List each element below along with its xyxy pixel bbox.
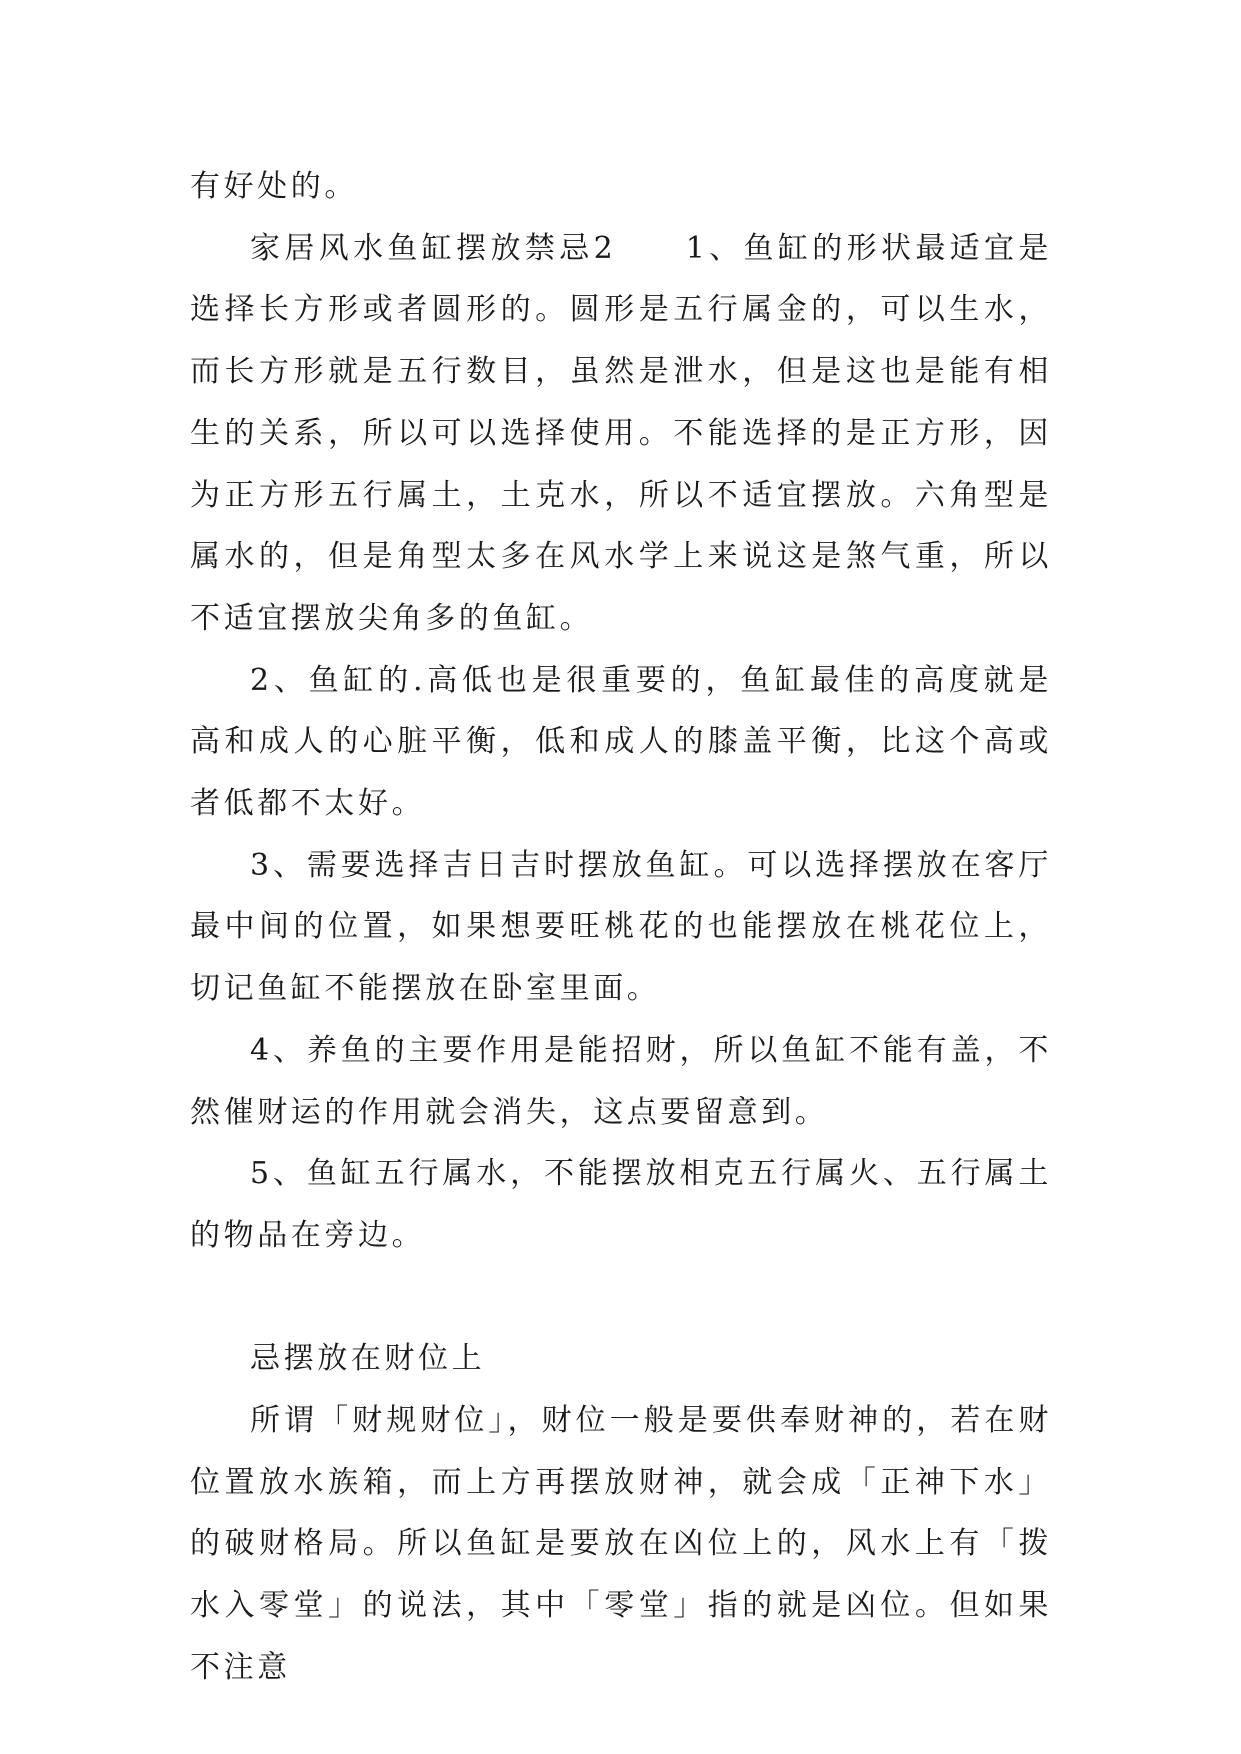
paragraph-no-lid: 4、养鱼的主要作用是能招财，所以鱼缸不能有盖，不然催财运的作用就会消失，这点要留意到。	[190, 1032, 1052, 1130]
paragraph-auspicious-day: 3、需要选择吉日吉时摆放鱼缸。可以选择摆放在客厅最中间的位置，如果想要旺桃花的也能摆放在桃花位上，切记鱼缸不能摆放在卧室里面。	[190, 847, 1052, 1007]
paragraph-taboo-section-shape: 家居风水鱼缸摆放禁忌2 1、鱼缸的形状最适宜是选择长方形或者圆形的。圆形是五行属金的，可以生水，而长方形就是五行数目，虽然是泄水，但是这也是能有相生的关系，所以可以选择使用。不能选择的是正方形，因为正方形五行属土，土克水，所以不适宜摆放。六角型是属水的，但是角型太多在风水学上来说这是煞气重，所以不适宜摆放尖角多的鱼缸。	[190, 230, 1052, 636]
paragraph-five-elements: 5、鱼缸五行属水，不能摆放相克五行属火、五行属土的物品在旁边。	[190, 1156, 1052, 1253]
blank-line	[190, 1267, 1052, 1329]
paragraph-height: 2、鱼缸的.高低也是很重要的，鱼缸最佳的高度就是高和成人的心脏平衡，低和成人的膝盖平衡，比这个高或者低都不太好。	[190, 662, 1052, 822]
paragraph-continuation: 有好处的。	[190, 169, 358, 204]
paragraph-wealth-position: 所谓「财规财位」，财位一般是要供奉财神的，若在财位置放水族箱，而上方再摆放财神，就会成「正神下水」的破财格局。所以鱼缸是要放在凶位上的，风水上有「拨水入零堂」的说法，其中「零堂」指的就是凶位。但如果不注意	[190, 1403, 1052, 1685]
document-body	[190, 156, 1052, 1699]
section-heading: 忌摆放在财位上	[250, 1341, 486, 1377]
